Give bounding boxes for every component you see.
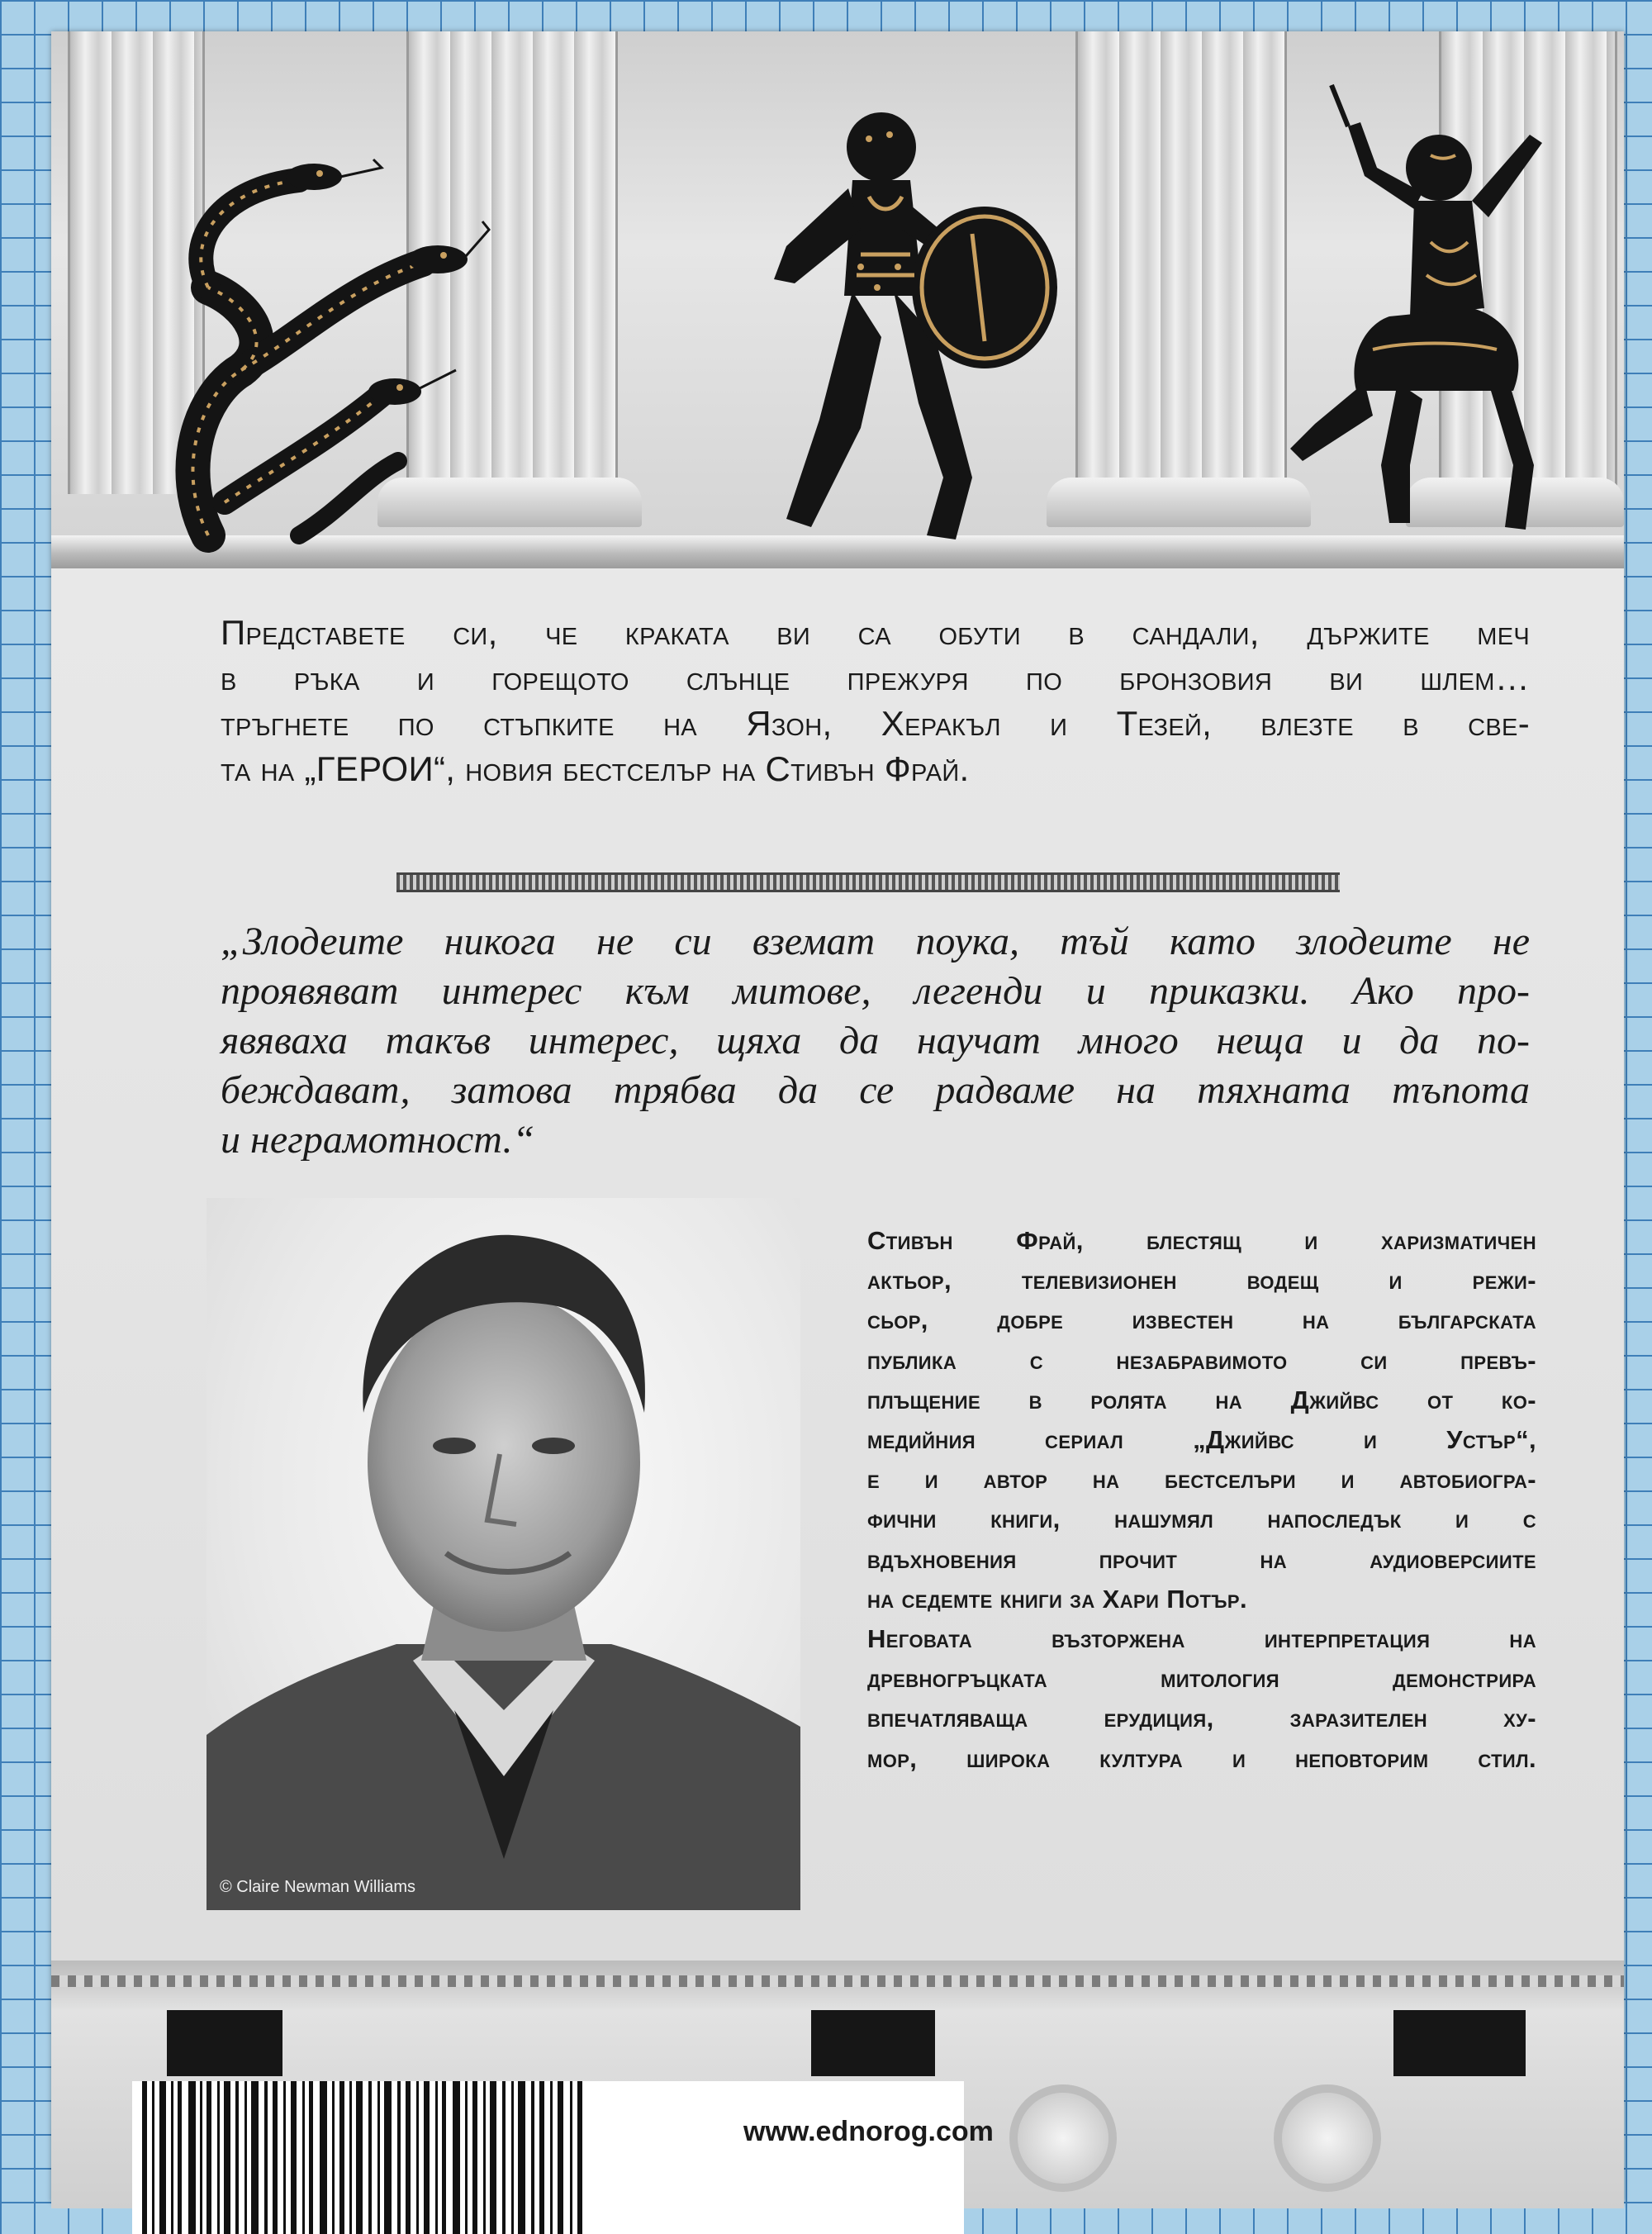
- bio-line: фични книги, нашумял напоследък и с: [867, 1504, 1536, 1534]
- intro-paragraph: [221, 610, 1530, 791]
- top-frieze: [51, 31, 1624, 568]
- hero-with-shield-illustration-icon: [737, 89, 1092, 552]
- quote-paragraph: [221, 917, 1530, 1165]
- quote-line: „Злодеите никога не си вземат поука, тъй като злодеите не: [221, 920, 1530, 963]
- ionic-scroll: [1274, 2084, 1381, 2192]
- author-photo: [206, 1198, 800, 1910]
- bio-line: Стивън Фрай, блестящ и харизматичен: [867, 1226, 1536, 1255]
- bio-line: Неговата възторжена интерпретация на: [867, 1624, 1536, 1654]
- quote-line: явяваха такъв интерес, щяха да научат много неща и да по-: [221, 1019, 1530, 1062]
- intro-line: та на „ГЕРОИ“, новия бестселър на Стивън Фрай.: [221, 749, 970, 788]
- bio-line: публика с незабравимото си превъ-: [867, 1345, 1536, 1375]
- ionic-scroll: [1009, 2084, 1117, 2192]
- bio-line: впечатляваща ерудиция, заразителен ху-: [867, 1704, 1536, 1733]
- quote-line: проявяват интерес към митове, легенди и приказки. Ако про-: [221, 969, 1530, 1013]
- bio-line: мор, широка култура и неповторим стил.: [867, 1743, 1536, 1773]
- intro-line: Представете си, че краката ви са обути в сандали, държите меч: [221, 613, 1530, 652]
- column-center-right: [1075, 31, 1287, 494]
- barcode-panel: [132, 2081, 994, 2234]
- bio-line: вдъхновения прочит на аудиоверсиите: [867, 1544, 1536, 1574]
- barcode-icon: [132, 2081, 603, 2234]
- author-bio: [867, 1221, 1536, 1779]
- bio-line: е и автор на бестселъри и автобиогра-: [867, 1465, 1536, 1495]
- photo-credit: © Claire Newman Williams: [220, 1878, 415, 1896]
- bio-line: плъщение в ролята на Джийвс от ко-: [867, 1385, 1536, 1414]
- bio-line: сьор, добре известен на българската: [867, 1305, 1536, 1335]
- bio-line: медийния сериал „Джийвс и Устър“,: [867, 1425, 1536, 1455]
- bottom-pillar: [1393, 2010, 1526, 2076]
- intro-line: в ръка и горещото слънце прежуря по бронзовия ви шлем…: [221, 658, 1530, 697]
- hydra-illustration-icon: [175, 122, 489, 552]
- publisher-url: www.ednorog.com: [743, 2116, 994, 2147]
- centaur-with-dagger-illustration-icon: [1265, 77, 1596, 556]
- quote-line: беждават, затова трябва да се радваме на тяхната тъпота: [221, 1068, 1530, 1112]
- quote-line: и неграмотност.“: [221, 1118, 535, 1162]
- bio-line: древногръцката митология демонстрира: [867, 1664, 1536, 1694]
- book-back-cover: [51, 31, 1624, 2203]
- bio-line: актьор, телевизионен водещ и режи-: [867, 1266, 1536, 1295]
- author-portrait-image: [206, 1198, 800, 1910]
- ornamental-divider: [396, 872, 1340, 892]
- frieze-stripe: [51, 1975, 1624, 1987]
- bio-line: на седемте книги за Хари Потър.: [867, 1584, 1247, 1614]
- bottom-pillar: [167, 2010, 282, 2076]
- intro-line: тръгнете по стъпките на Язон, Херакъл и Тезей, влезте в све-: [221, 704, 1530, 743]
- bottom-pillar: [811, 2010, 935, 2076]
